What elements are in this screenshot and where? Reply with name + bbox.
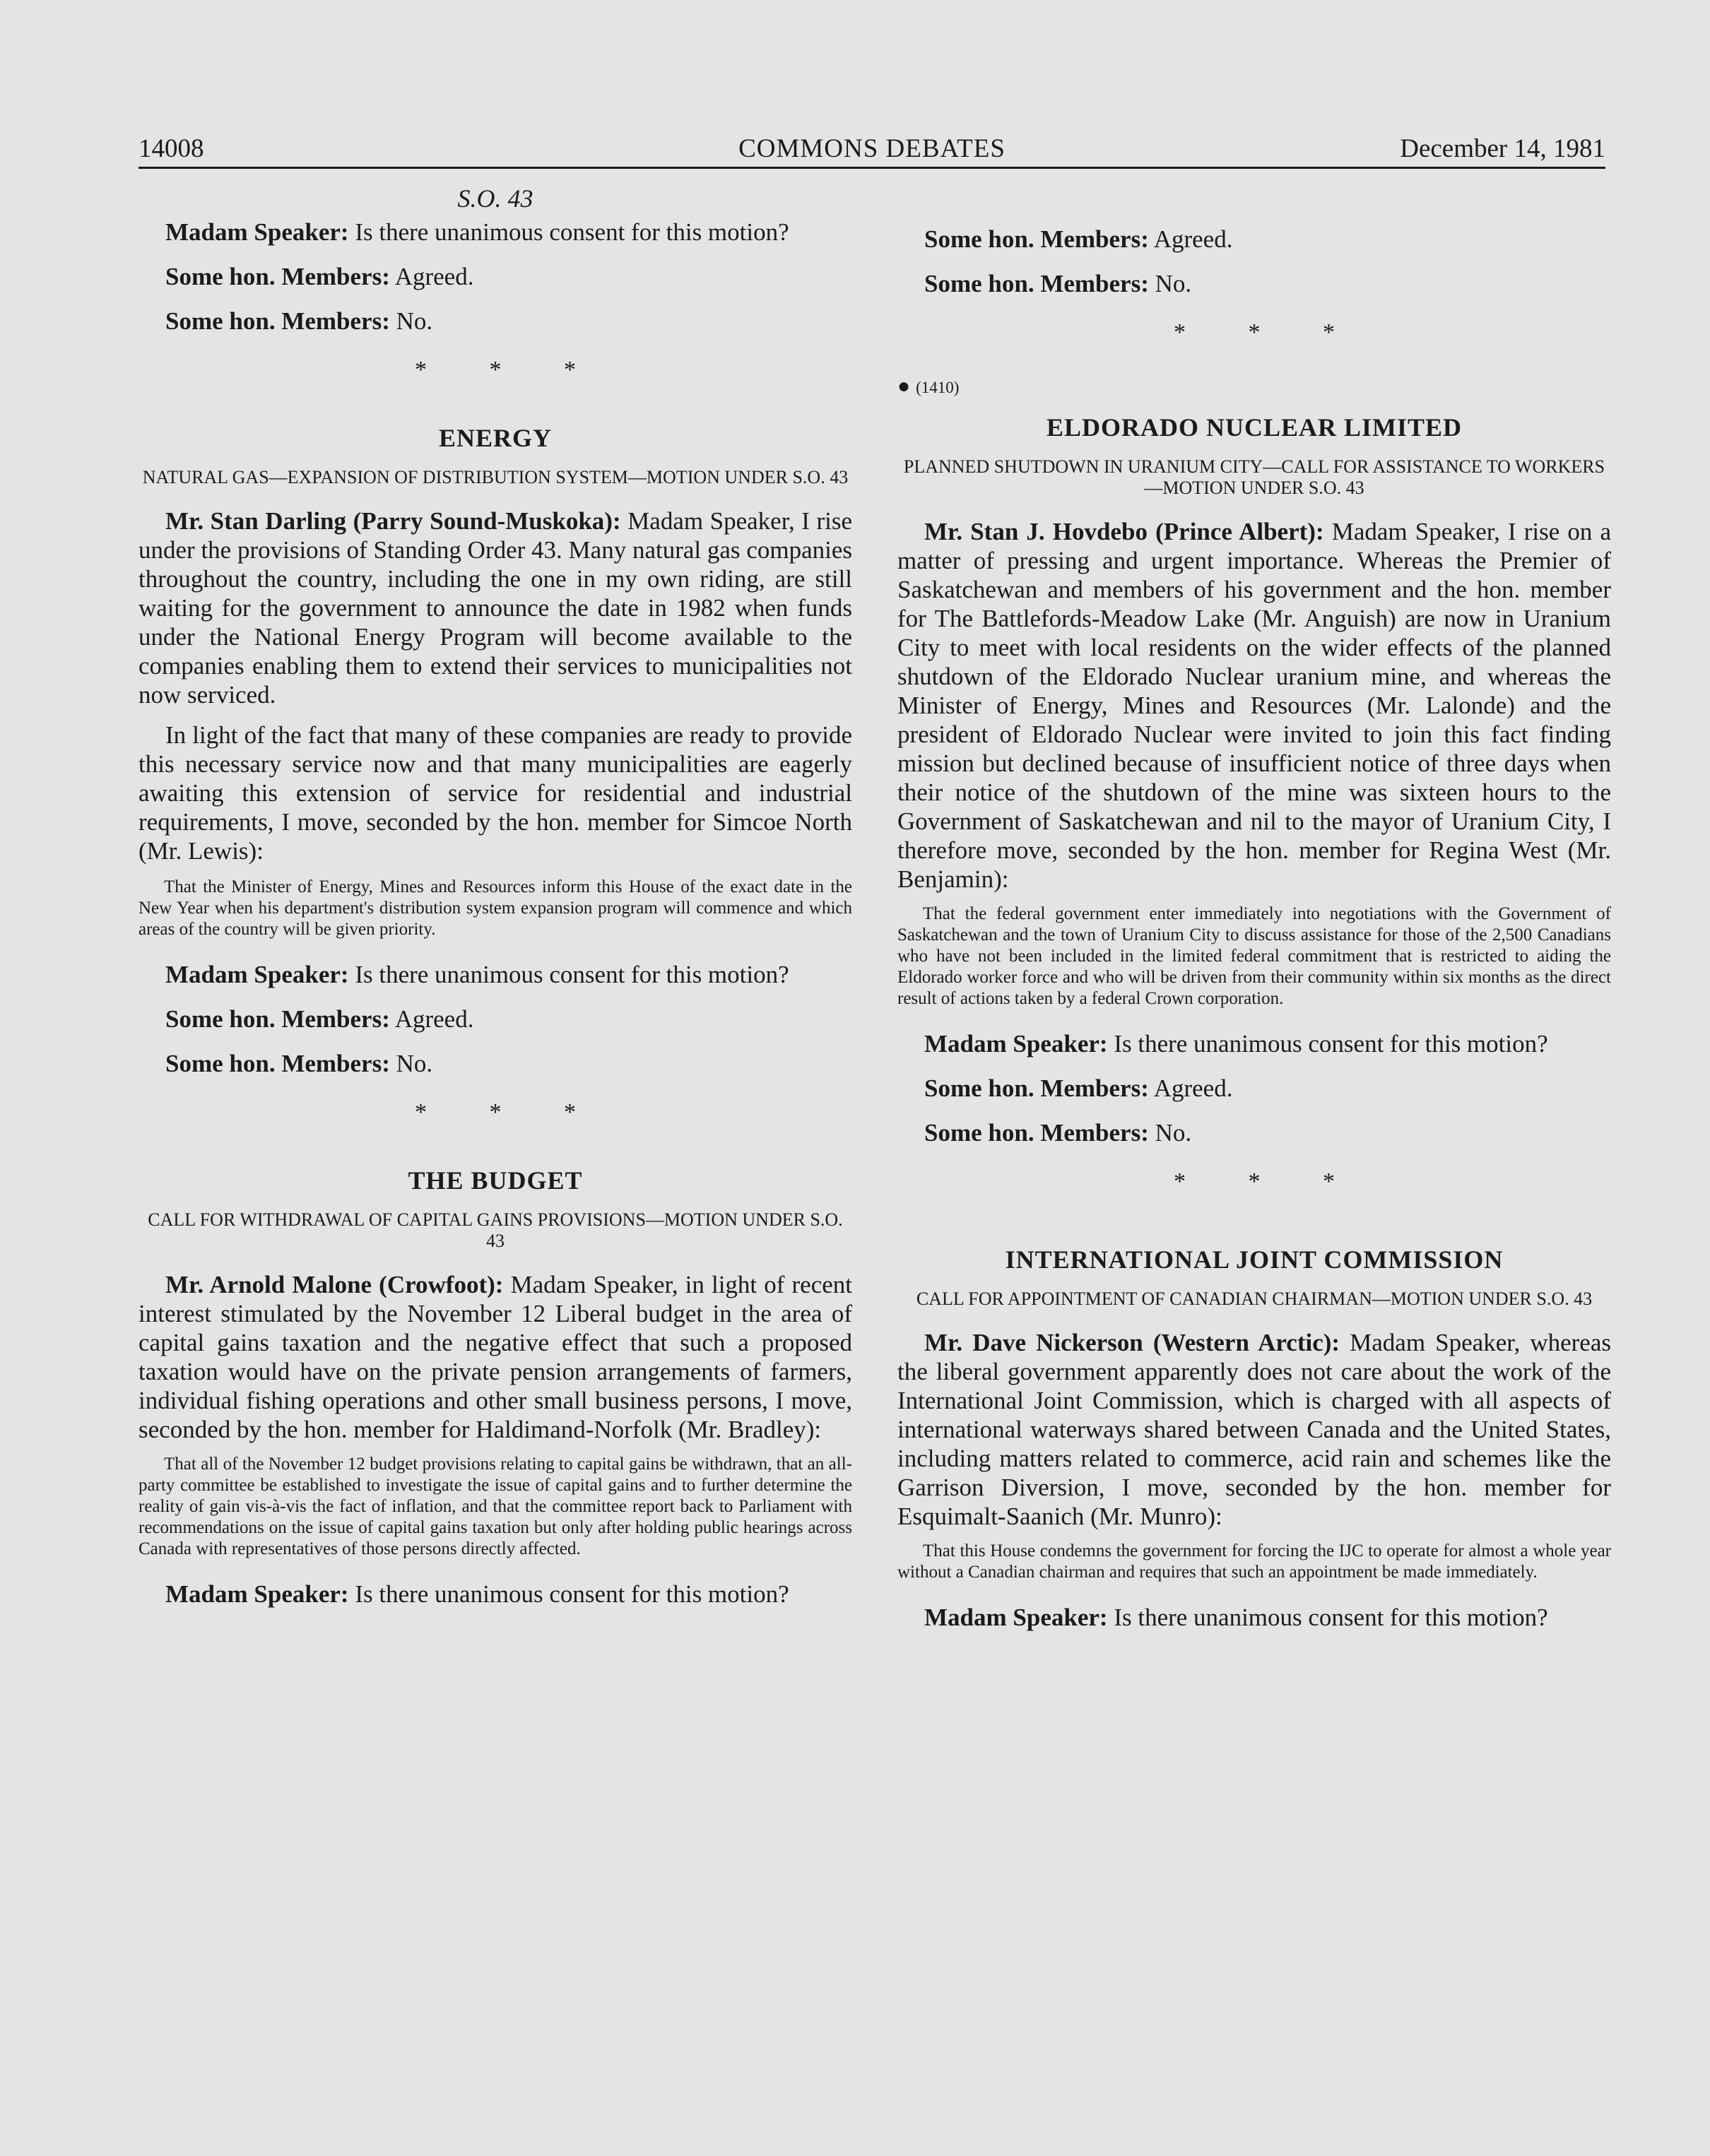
speech xyxy=(897,517,1611,894)
speaker-name: Some hon. Members: xyxy=(165,307,390,335)
speaker-name: Madam Speaker: xyxy=(924,1604,1108,1631)
speech-text: Agreed. xyxy=(1153,225,1233,253)
speech xyxy=(138,1270,852,1444)
speaker-name: Mr. Stan J. Hovdebo (Prince Albert): xyxy=(924,518,1324,545)
speaker-name: Some hon. Members: xyxy=(924,225,1149,253)
speech-text: Is there unanimous consent for this motion? xyxy=(355,218,789,246)
section-heading: ELDORADO NUCLEAR LIMITED xyxy=(1046,413,1463,442)
section-separator: * * * xyxy=(415,357,604,383)
speech xyxy=(138,507,852,709)
speaker-name: Mr. Stan Darling (Parry Sound-Muskoka): xyxy=(165,507,621,535)
speech-text: Madam Speaker, I rise on a matter of pressing and urgent importance. Whereas the Premier of Saskatchewan and members of his government and the hon. member for The Battlefords-Meadow Lake (Mr. Anguish) are now in Uranium City to meet with local residents on the wider effects of the planned shutdown of the Eldorado Nuclear uranium mine, and whereas the Minister of Energy, Mines and Resources (Mr. Lalonde) and the president of Eldorado Nuclear were invited to join this fact finding mission but declined because of insufficient notice of three days when their notice of the shutdown of the mine was sixteen hours to the Government of Saskatchewan and nil to the mayor of Uranium City, I therefore move, seconded by the hon. member for Regina West (Mr. Benjamin): xyxy=(897,518,1612,893)
time-marker xyxy=(897,374,1611,398)
speaker-name: Mr. Dave Nickerson (Western Arctic): xyxy=(924,1329,1340,1356)
speech-text: Is there unanimous consent for this motion? xyxy=(1114,1030,1548,1058)
publication-title: COMMONS DEBATES xyxy=(738,134,1006,163)
section-separator: * * * xyxy=(1174,1168,1363,1195)
running-header xyxy=(138,131,1605,169)
speech xyxy=(138,218,852,247)
section-subheading: PLANNED SHUTDOWN IN URANIUM CITY—CALL FOR ASSISTANCE TO WORKERS—MOTION UNDER S.O. 43 xyxy=(903,456,1605,498)
speech xyxy=(897,269,1611,298)
speech-text: Madam Speaker, I rise under the provisions of Standing Order 43. Many natural gas companies throughout the country, including the one in my own riding, are still waiting for the government to announce the date in 1982 when funds under the National Energy Program will become available to the companies enabling them to extend their services to municipalities not now serviced. xyxy=(138,507,853,709)
left-column xyxy=(138,184,852,1624)
speech-text: Madam Speaker, in light of recent interest stimulated by the November 12 Liberal budget in the area of capital gains taxation and the negative effect that such a proposed taxation would have on the private pension arrangements of farmers, individual fishing operations and other small business persons, I move, seconded by the hon. member for Haldimand-Norfolk (Mr. Bradley): xyxy=(138,1271,852,1443)
speaker-name: Some hon. Members: xyxy=(165,263,390,290)
motion-text: That the Minister of Energy, Mines and Resources inform this House of the exact date in the New Year when his department's distribution system expansion program will commence and which areas of the country will be given priority. xyxy=(138,877,852,939)
speech-text: Agreed. xyxy=(394,1005,474,1033)
speech-text: No. xyxy=(1155,270,1192,297)
speaker-name: Some hon. Members: xyxy=(165,1050,390,1077)
section-heading: THE BUDGET xyxy=(408,1166,583,1195)
speech xyxy=(138,262,852,291)
speaker-name: Some hon. Members: xyxy=(924,270,1149,297)
speaker-name: Mr. Arnold Malone (Crowfoot): xyxy=(165,1271,504,1298)
speech-text: No. xyxy=(1155,1119,1192,1147)
section-separator: * * * xyxy=(415,1099,604,1125)
speaker-name: Some hon. Members: xyxy=(165,1005,390,1033)
section-separator: * * * xyxy=(1174,319,1363,345)
speaker-name: Madam Speaker: xyxy=(165,218,349,246)
section-subheading: NATURAL GAS—EXPANSION OF DISTRIBUTION SYSTEM—MOTION UNDER S.O. 43 xyxy=(142,467,849,487)
speech xyxy=(897,1328,1611,1531)
section-subheading: CALL FOR APPOINTMENT OF CANADIAN CHAIRMAN—MOTION UNDER S.O. 43 xyxy=(916,1289,1593,1309)
speaker-name: Some hon. Members: xyxy=(924,1074,1149,1102)
motion-text: That this House condemns the government for forcing the IJC to operate for almost a whole year without a Canadian chairman and requires that such an appointment be made immediately. xyxy=(897,1541,1611,1582)
speech-text: Madam Speaker, whereas the liberal government apparently does not care about the work of the International Joint Commission, which is charged with all aspects of international waterways shared between Canada and the United States, including matters related to commerce, acid rain and schemes like the Garrison Diversion, I move, seconded by the hon. member for Esquimalt-Saanich (Mr. Munro): xyxy=(897,1329,1611,1530)
time-marker-text: (1410) xyxy=(916,379,960,396)
motion-text: That the federal government enter immediately into negotiations with the Government of Saskatchewan and the town of Uranium City to discuss assistance for those of the 2,500 Canadians who have not been included in the limited federal commitment that is restricted to aiding the Eldorado worker force and who will be driven from their community within six months as the direct result of actions taken by a federal Crown corporation. xyxy=(897,904,1611,1008)
page-number: 14008 xyxy=(138,134,204,163)
speech xyxy=(897,1029,1611,1058)
speech-text: No. xyxy=(396,1050,433,1077)
speaker-name: Madam Speaker: xyxy=(165,1580,349,1608)
speech-text: Is there unanimous consent for this motion? xyxy=(355,1580,789,1608)
speech-paragraph: In light of the fact that many of these companies are ready to provide this necessary service now and that many municipalities are eagerly awaiting this extension of service for residential and industrial requirements, I move, seconded by the hon. member for Simcoe North (Mr. Lewis): xyxy=(138,721,852,865)
speech-text: No. xyxy=(396,307,433,335)
publication-date: December 14, 1981 xyxy=(1400,134,1605,163)
speech xyxy=(138,1005,852,1033)
speech xyxy=(897,225,1611,254)
speaker-name: Some hon. Members: xyxy=(924,1119,1149,1147)
bullet-dot-icon: ● xyxy=(897,374,911,398)
right-column xyxy=(897,225,1611,1647)
speech-text: Agreed. xyxy=(394,263,474,290)
speech xyxy=(138,1049,852,1078)
section-heading: INTERNATIONAL JOINT COMMISSION xyxy=(1005,1245,1504,1274)
standing-order-heading: S.O. 43 xyxy=(457,184,533,213)
motion-text: That all of the November 12 budget provisions relating to capital gains be withdrawn, that an all-party committee be established to investigate the issue of capital gains and to further determine the reality of gain vis-à-vis the fact of inflation, and that the committee report back to Parliament with recommendations on the issue of capital gains taxation but only after holding public hearings across Canada with representatives of those persons directly affected. xyxy=(138,1455,852,1558)
speaker-name: Madam Speaker: xyxy=(924,1030,1108,1058)
speech-text: Is there unanimous consent for this motion? xyxy=(1114,1604,1548,1631)
speech-text: Agreed. xyxy=(1153,1074,1233,1102)
speech xyxy=(138,307,852,336)
speech xyxy=(897,1074,1611,1103)
speech-text: Is there unanimous consent for this motion? xyxy=(355,961,789,988)
speech xyxy=(897,1118,1611,1147)
section-heading: ENERGY xyxy=(438,424,553,452)
section-subheading: CALL FOR WITHDRAWAL OF CAPITAL GAINS PROVISIONS—MOTION UNDER S.O. 43 xyxy=(148,1209,843,1251)
speaker-name: Madam Speaker: xyxy=(165,961,349,988)
speech xyxy=(138,960,852,989)
speech xyxy=(897,1603,1611,1632)
speech xyxy=(138,1580,852,1609)
